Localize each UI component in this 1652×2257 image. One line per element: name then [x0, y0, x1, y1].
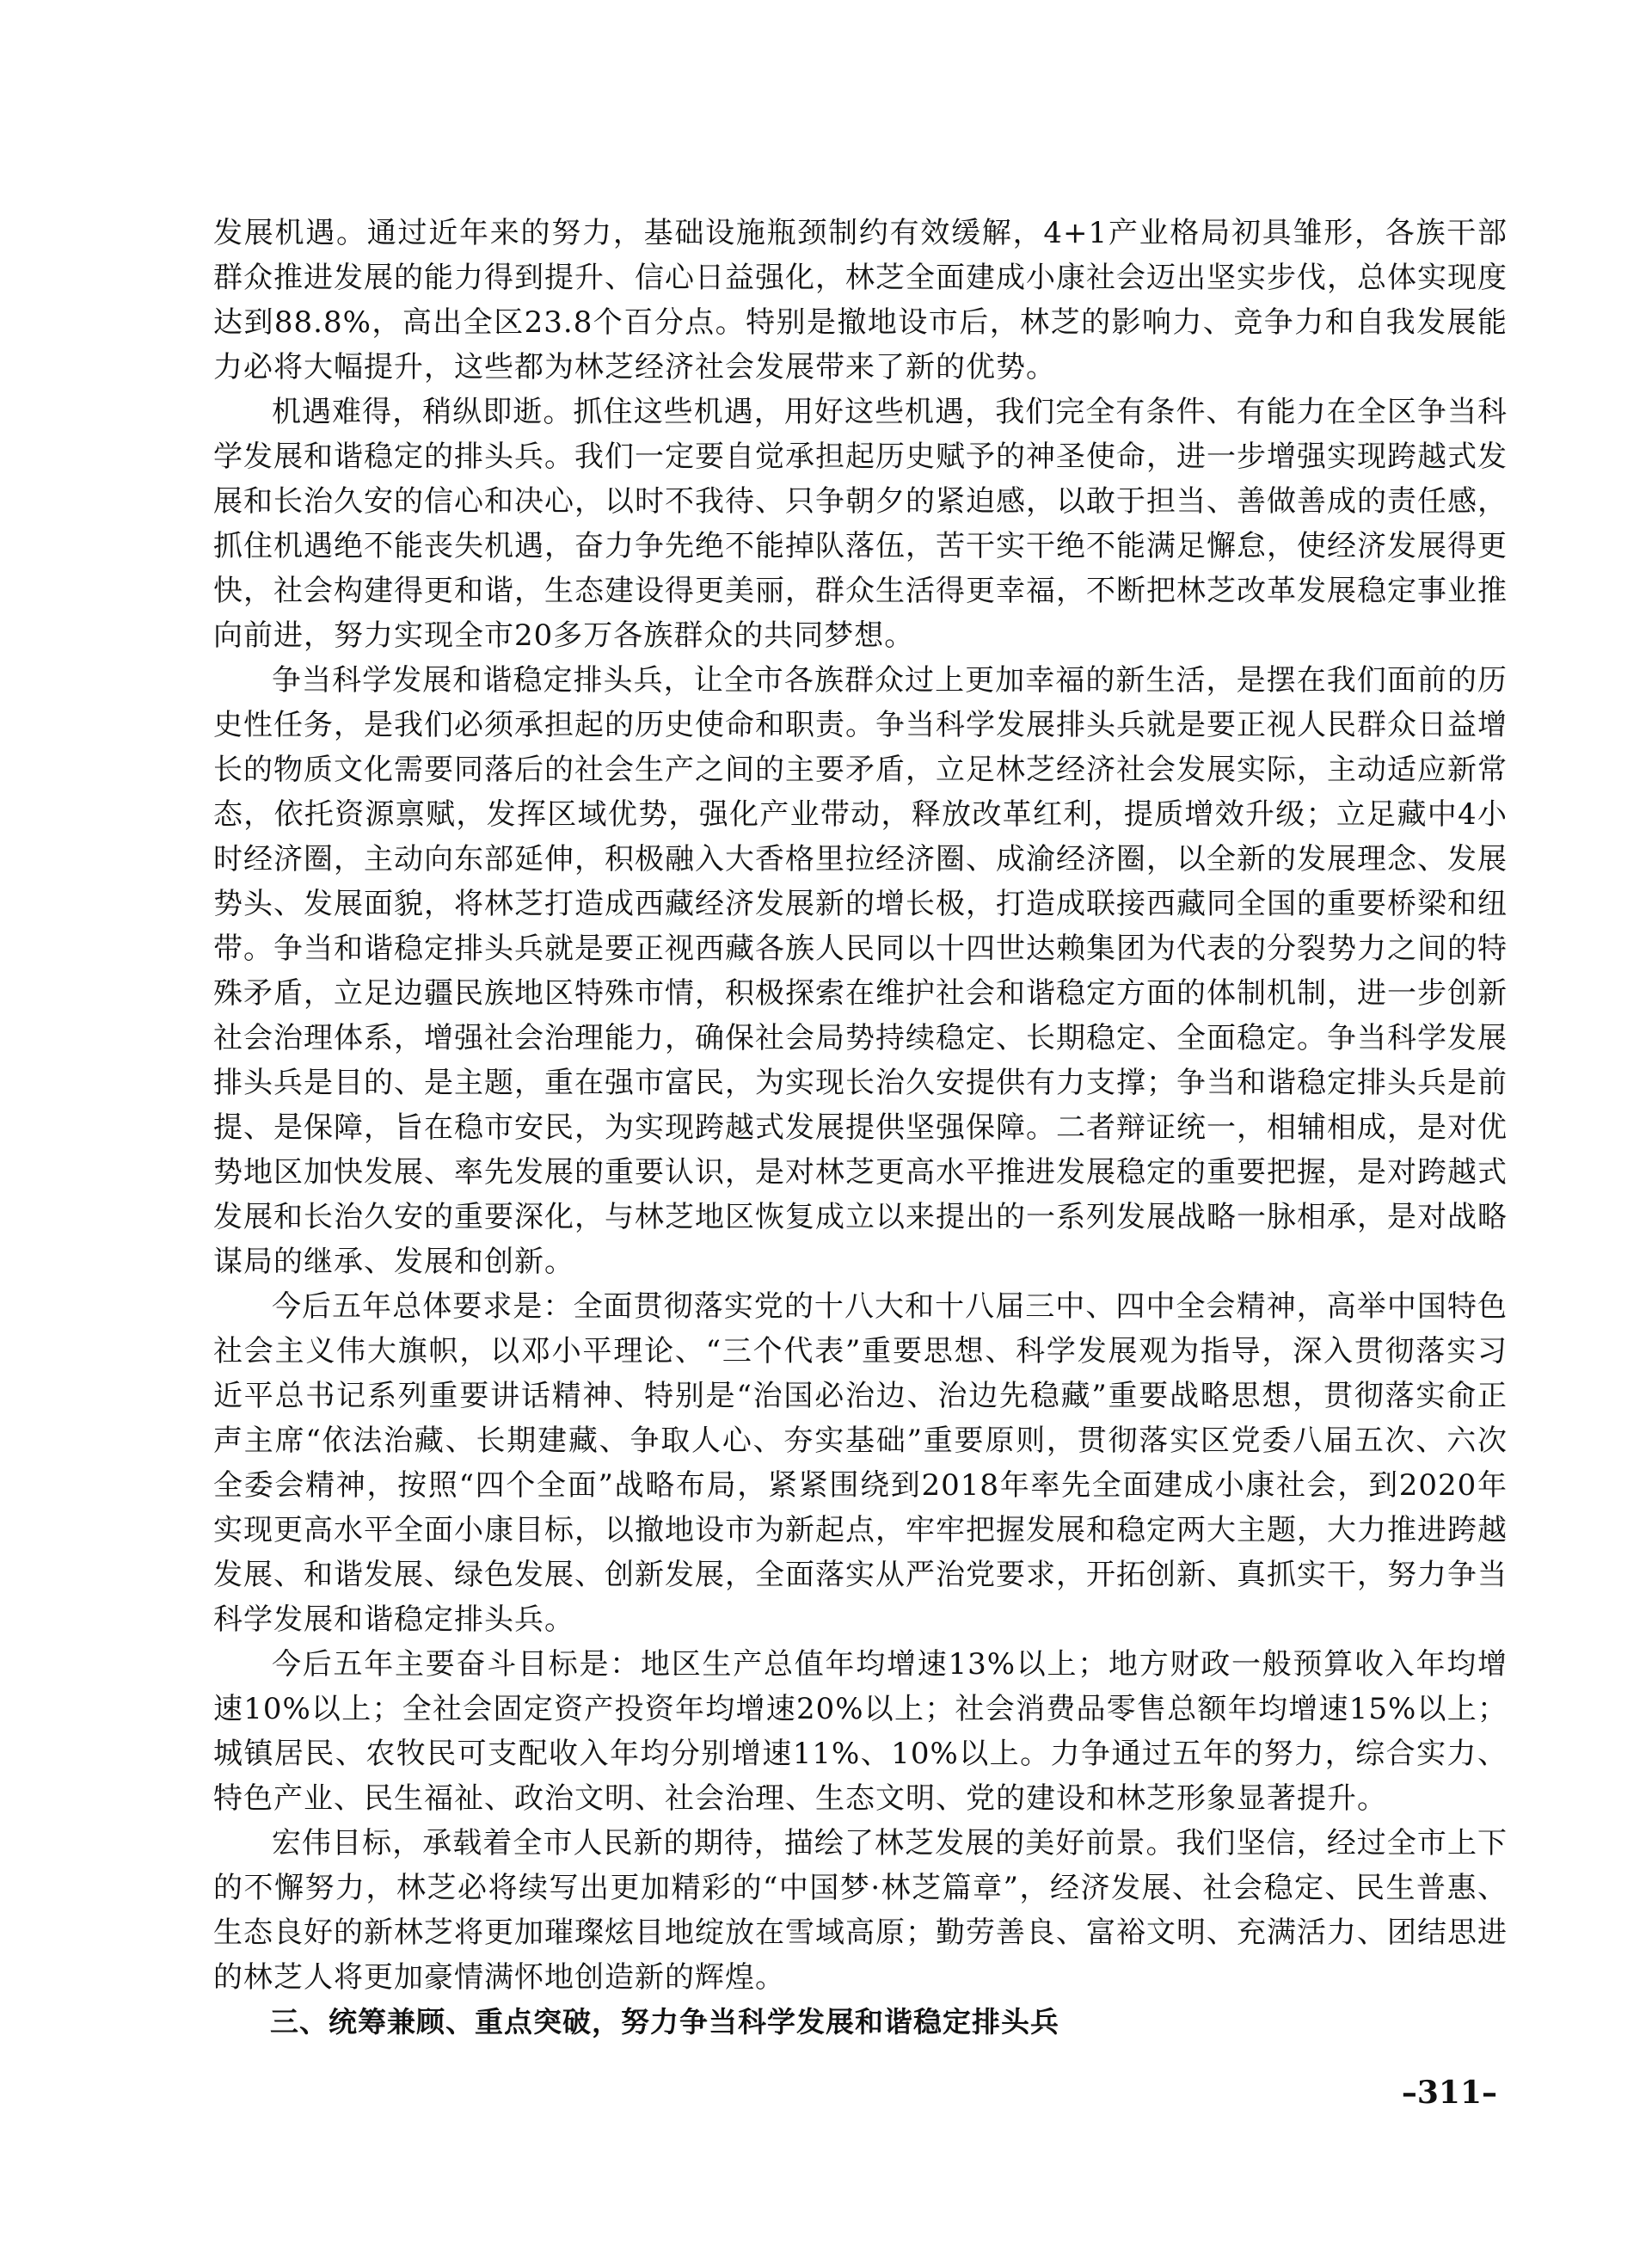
body-text	[213, 211, 1508, 2045]
paragraph-2: 机遇难得，稍纵即逝。抓住这些机遇，用好这些机遇，我们完全有条件、有能力在全区争当科学发展和谐稳定的排头兵。我们一定要自觉承担起历史赋予的神圣使命，进一步增强实现跨越式发展和长治久安的信心和决心，以时不我待、只争朝夕的紧迫感，以敢于担当、善做善成的责任感，抓住机遇绝不能丧失机遇，奋力争先绝不能掉队落伍，苦干实干绝不能满足懈怠，使经济发展得更快，社会构建得更和谐，生态建设得更美丽，群众生活得更幸福，不断把林芝改革发展稳定事业推向前进，努力实现全市20多万各族群众的共同梦想。	[213, 395, 1508, 653]
paragraph-6: 宏伟目标，承载着全市人民新的期待，描绘了林芝发展的美好前景。我们坚信，经过全市上下的不懈努力，林芝必将续写出更加精彩的“中国梦·林芝篇章”，经济发展、社会稳定、民生普惠、生态良好的新林芝将更加璀璨炫目地绽放在雪域高原；勤劳善良、富裕文明、充满活力、团结思进的林芝人将更加豪情满怀地创造新的辉煌。	[213, 1826, 1508, 1995]
paragraph-1: 发展机遇。通过近年来的努力，基础设施瓶颈制约有效缓解，4+1产业格局初具雏形，各族干部群众推进发展的能力得到提升、信心日益强化，林芝全面建成小康社会迈出坚实步伐，总体实现度达到88.8%，高出全区23.8个百分点。特别是撤地设市后，林芝的影响力、竞争力和自我发展能力必将大幅提升，这些都为林芝经济社会发展带来了新的优势。	[213, 216, 1508, 384]
paragraph-5: 今后五年主要奋斗目标是：地区生产总值年均增速13%以上；地方财政一般预算收入年均增速10%以上；全社会固定资产投资年均增速20%以上；社会消费品零售总额年均增速15%以上；城镇居民、农牧民可支配收入年均分别增速11%、10%以上。力争通过五年的努力，综合实力、特色产业、民生福祉、政治文明、社会治理、生态文明、党的建设和林芝形象显著提升。	[213, 1647, 1508, 1816]
paragraph-4: 今后五年总体要求是：全面贯彻落实党的十八大和十八届三中、四中全会精神，高举中国特色社会主义伟大旗帜，以邓小平理论、“三个代表”重要思想、科学发展观为指导，深入贯彻落实习近平总书记系列重要讲话精神、特别是“治国必治边、治边先稳藏”重要战略思想，贯彻落实俞正声主席“依法治藏、长期建藏、争取人心、夯实基础”重要原则，贯彻落实区党委八届五次、六次全委会精神，按照“四个全面”战略布局，紧紧围绕到2018年率先全面建成小康社会，到2020年实现更高水平全面小康目标，以撤地设市为新起点，牢牢把握发展和稳定两大主题，大力推进跨越发展、和谐发展、绿色发展、创新发展，全面落实从严治党要求，开拓创新、真抓实干，努力争当科学发展和谐稳定排头兵。	[213, 1289, 1508, 1637]
page-number: –311–	[1401, 2075, 1497, 2111]
paragraph-3: 争当科学发展和谐稳定排头兵，让全市各族群众过上更加幸福的新生活，是摆在我们面前的历史性任务，是我们必须承担起的历史使命和职责。争当科学发展排头兵就是要正视人民群众日益增长的物质文化需要同落后的社会生产之间的主要矛盾，立足林芝经济社会发展实际，主动适应新常态，依托资源禀赋，发挥区域优势，强化产业带动，释放改革红利，提质增效升级；立足藏中4小时经济圈，主动向东部延伸，积极融入大香格里拉经济圈、成渝经济圈，以全新的发展理念、发展势头、发展面貌，将林芝打造成西藏经济发展新的增长极，打造成联接西藏同全国的重要桥梁和纽带。争当和谐稳定排头兵就是要正视西藏各族人民同以十四世达赖集团为代表的分裂势力之间的特殊矛盾，立足边疆民族地区特殊市情，积极探索在维护社会和谐稳定方面的体制机制，进一步创新社会治理体系，增强社会治理能力，确保社会局势持续稳定、长期稳定、全面稳定。争当科学发展排头兵是目的、是主题，重在强市富民，为实现长治久安提供有力支撑；争当和谐稳定排头兵是前提、是保障，旨在稳市安民，为实现跨越式发展提供坚强保障。二者辩证统一，相辅相成，是对优势地区加快发展、率先发展的重要认识，是对林芝更高水平推进发展稳定的重要把握，是对跨越式发展和长治久安的重要深化，与林芝地区恢复成立以来提出的一系列发展战略一脉相承，是对战略谋局的继承、发展和创新。	[213, 663, 1508, 1279]
section-heading: 三、统筹兼顾、重点突破，努力争当科学发展和谐稳定排头兵	[270, 2005, 1059, 2039]
